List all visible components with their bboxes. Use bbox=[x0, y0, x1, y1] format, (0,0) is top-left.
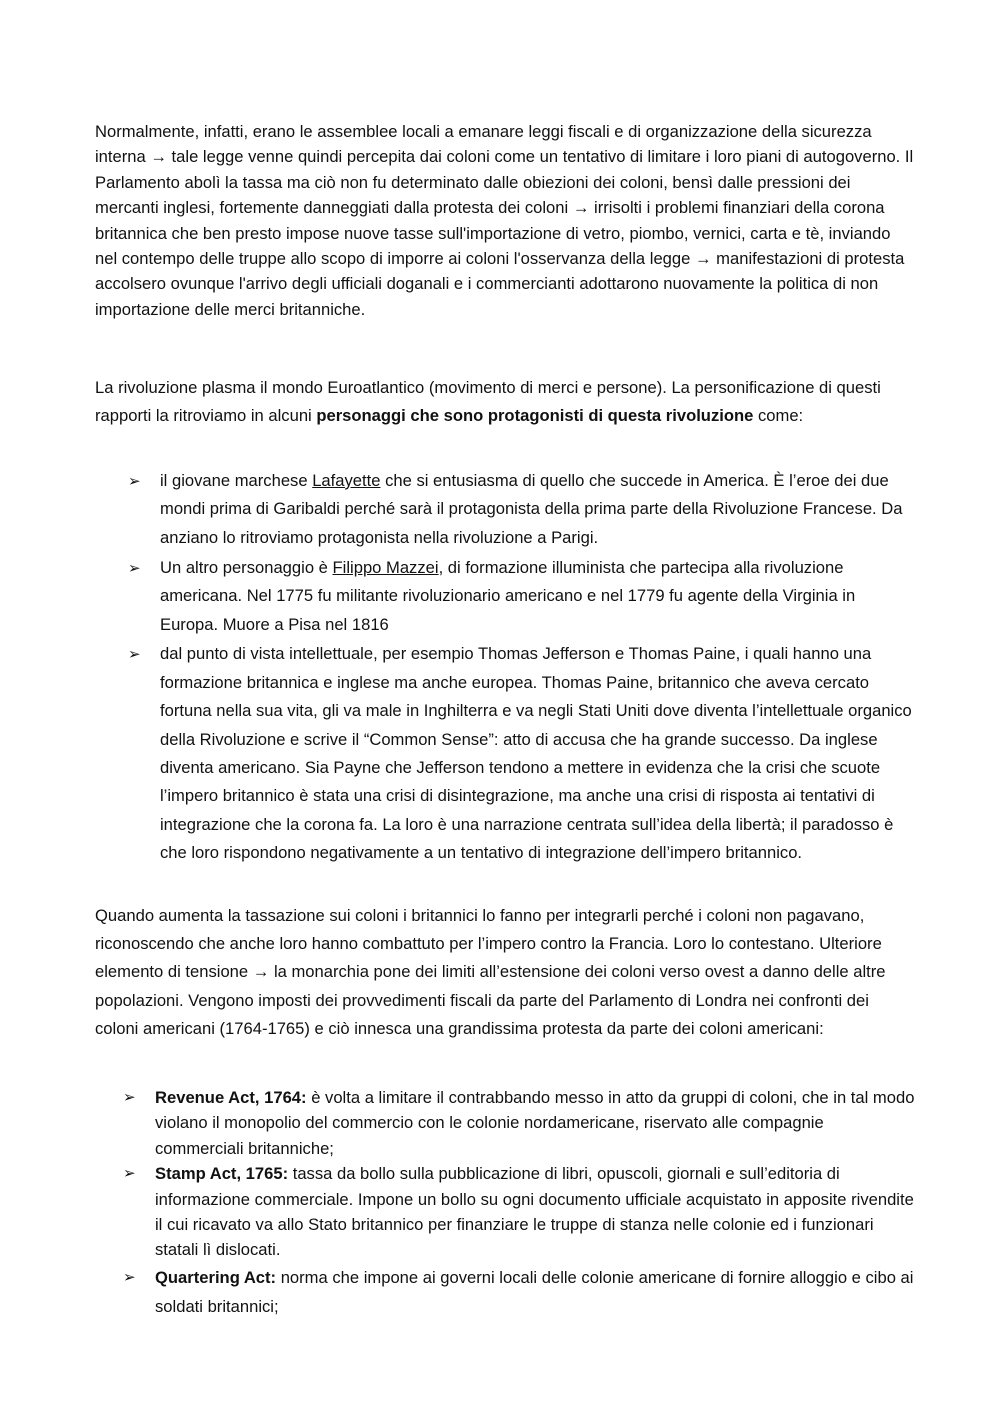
arrowhead-bullet-icon: ➢ bbox=[123, 1267, 136, 1286]
list-item-text: , di formazione illuminista che partecipa alla rivoluzione americana. Nel 1775 fu militante rivoluzionario americano e nel 1779 fu agente della Virginia in Europa. Muore a Pisa nel 1816 bbox=[160, 557, 856, 634]
paragraph-taxation: Quando aumenta la tassazione sui coloni i britannici lo fanno per integrarli perché i coloni non pagavano, riconoscendo che anche loro hanno combattuto per l’impero contro la Francia. Loro lo contestano. Ulteriore elemento di tensione → la monarchia pone dei limiti all’estensione dei coloni verso ovest a danno delle altre popolazioni. Vengono imposti dei provvedimenti fiscali da parte del Parlamento di Londra nei confronti dei coloni americani (1764-1765) e ciò innesca una grandissima protesta da parte dei coloni americani: bbox=[95, 906, 886, 1038]
arrowhead-bullet-icon: ➢ bbox=[123, 1164, 136, 1183]
paragraph-text: come: bbox=[753, 406, 804, 426]
paragraph-euroatlantic bbox=[95, 374, 915, 431]
list-item-quartering-act bbox=[95, 1263, 915, 1321]
list-item-mazzei bbox=[95, 554, 915, 639]
link-lafayette[interactable]: Lafayette bbox=[312, 471, 381, 490]
list-item-text: che si entusiasma di quello che succede in America. È l’eroe dei due mondi prima di Garibaldi perché sarà il protagonista della prima parte della Rivoluzione Francese. Da anziano lo ritroviamo protagonista nella rivoluzione a Parigi. bbox=[160, 471, 903, 547]
list-item-text: Un altro personaggio è bbox=[160, 557, 333, 577]
acts-list bbox=[95, 1085, 915, 1321]
list-item-lafayette bbox=[95, 467, 915, 552]
list-item-text: il giovane marchese bbox=[160, 471, 313, 490]
paragraph-colonial-taxes: Normalmente, infatti, erano le assemblee locali a emanare leggi fiscali e di organizzazione della sicurezza interna → tale legge venne quindi percepita dai coloni come un tentativo di limitare i loro piani di autogoverno. Il Parlamento abolì la tassa ma ciò non fu determinato dalle obiezioni dei coloni, bensì dalle pressioni dei mercanti inglesi, fortemente danneggiati dalla protesta dei coloni → irrisolti i problemi finanziari della corona britannica che ben presto impose nuove tasse sull'importazione di vetro, piombo, vernici, carta e tè, inviando nel contempo delle truppe allo scopo di imporre ai coloni l'osservanza della legge → manifestazioni di protesta accolsero ovunque l'arrivo degli ufficiali doganali e i commercianti adottarono nuovamente la politica di non importazione delle merci britanniche. bbox=[95, 122, 914, 319]
list-item-text: dal punto di vista intellettuale, per esempio Thomas Jefferson e Thomas Paine, i quali hanno una formazione britannica e inglese ma anche europea. Thomas Paine, britannico che aveva cercato fortuna nella sua vita, gli va male in Inghilterra e va negli Stati Uniti dove diventa l’intellettuale organico della Rivoluzione e scrive il “Common Sense”: atto di accusa che ha grande successo. Da inglese diventa americano. Sia Payne che Jefferson tendono a mettere in evidenza che la crisi che scuote l’impero britannico è stata una crisi di disintegrazione, ma anche una crisi di risposta ai tentativi di integrazione che la corona fa. La loro è una narrazione centrata sull’idea della libertà; il paradosso è che loro rispondono negativamente a un tentativo di integrazione dell’impero britannico. bbox=[160, 644, 912, 863]
bold-phrase: personaggi che sono protagonisti di questa rivoluzione bbox=[316, 406, 754, 426]
act-description: norma che impone ai governi locali delle colonie americane di fornire alloggio e cibo ai soldati britannici; bbox=[155, 1267, 914, 1316]
act-term: Quartering Act: bbox=[155, 1267, 277, 1287]
arrowhead-bullet-icon: ➢ bbox=[128, 472, 141, 490]
link-filippo-mazzei[interactable]: Filippo Mazzei bbox=[332, 557, 439, 577]
act-description: è volta a limitare il contrabbando messo in atto da gruppi di coloni, che in tal modo violano il monopolio del commercio con le colonie nordamericane, riservato alle compagnie commerciali britanniche; bbox=[155, 1088, 915, 1158]
protagonists-list bbox=[95, 467, 915, 869]
list-item-jefferson-paine bbox=[95, 640, 915, 867]
act-term: Revenue Act, 1764: bbox=[155, 1088, 307, 1107]
arrowhead-bullet-icon: ➢ bbox=[123, 1088, 136, 1106]
arrowhead-bullet-icon: ➢ bbox=[128, 558, 141, 577]
act-description: tassa da bollo sulla pubblicazione di libri, opuscoli, giornali e sull’editoria di informazione commerciale. Impone un bollo su ogni documento ufficiale acquistato in apposite rivendite il cui ricavato va allo Stato britannico per finanziare le truppe di stanza nelle colonie ed i funzionari statali lì dislocati. bbox=[155, 1164, 914, 1260]
list-item-revenue-act bbox=[95, 1085, 915, 1161]
act-term: Stamp Act, 1765: bbox=[155, 1164, 289, 1184]
paragraph-text: La rivoluzione plasma il mondo Euroatlantico (movimento di merci e persone). La personificazione di questi rapporti la ritroviamo in alcuni bbox=[95, 378, 881, 426]
list-item-stamp-act bbox=[95, 1161, 915, 1263]
arrowhead-bullet-icon: ➢ bbox=[128, 645, 141, 664]
